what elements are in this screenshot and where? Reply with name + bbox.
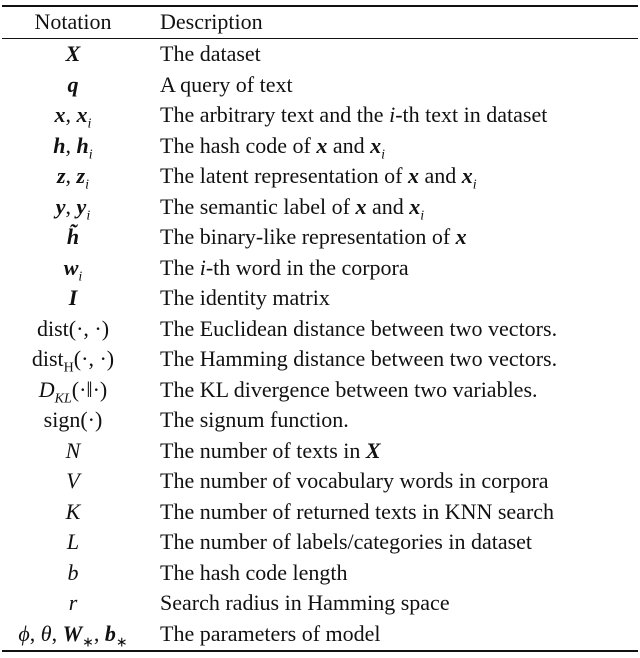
math-segment: The hash code of [160, 132, 317, 158]
notation-cell [0, 314, 146, 344]
table-row [0, 497, 640, 527]
math-segment: The KL divergence between two variables. [160, 376, 538, 402]
description-cell [160, 70, 293, 100]
math-segment: x [316, 132, 328, 158]
math-segment: I [68, 285, 78, 310]
math-segment: r [68, 590, 78, 615]
math-segment: w [63, 254, 79, 280]
description-cell [160, 100, 547, 130]
table-row [0, 405, 640, 435]
bottom-rule [2, 650, 638, 652]
math-segment: The arbitrary text and the [160, 102, 390, 127]
math-segment: The Hamming distance between two vectors. [160, 346, 558, 371]
header-description: Description [160, 9, 263, 34]
description-cell [160, 283, 330, 313]
math-segment: b [67, 559, 79, 585]
description-cell [160, 161, 477, 191]
notation-cell [0, 619, 146, 649]
math-segment: q [67, 71, 79, 97]
math-segment: i [85, 177, 89, 193]
table-row [0, 466, 640, 496]
notation-cell [0, 405, 146, 435]
math-segment: The signum function. [160, 407, 349, 432]
table-row [0, 70, 640, 100]
description-cell [160, 619, 381, 649]
math-segment: , [65, 163, 77, 188]
math-segment: X [65, 41, 81, 66]
math-segment: L [66, 529, 80, 554]
math-segment: i [472, 177, 477, 193]
math-segment: i [78, 268, 83, 284]
notation-cell [0, 344, 146, 374]
description-cell [160, 588, 450, 618]
notation-cell [0, 253, 146, 283]
table-row [0, 558, 640, 588]
math-segment: dist [31, 346, 64, 371]
math-segment: and [419, 163, 462, 188]
math-segment: and [366, 193, 410, 219]
math-segment: The parameters of model [160, 620, 381, 646]
description-cell [160, 131, 385, 161]
notation-cell [0, 131, 146, 161]
math-segment: H [63, 360, 74, 376]
description-cell [160, 497, 554, 527]
description-cell [160, 253, 409, 283]
math-segment: D [38, 376, 55, 402]
math-segment: The number of labels/categories in dataset [160, 529, 533, 554]
math-segment: The number of texts in [160, 437, 366, 463]
math-segment: , [29, 620, 41, 646]
description-cell [160, 436, 381, 466]
table-row [0, 283, 640, 313]
math-segment: x [409, 193, 421, 219]
math-segment: X [365, 437, 381, 463]
math-segment: ∗ [82, 634, 94, 650]
math-segment: The binary-like representation of [160, 224, 456, 249]
math-segment: The dataset [160, 41, 261, 66]
math-segment: x [455, 224, 467, 249]
table-row [0, 344, 640, 374]
math-segment: sign(·) [43, 407, 103, 432]
notation-cell [0, 588, 146, 618]
notation-cell [0, 39, 146, 69]
math-segment: The hash code length [160, 559, 348, 585]
math-segment: -th text in dataset [395, 102, 548, 127]
math-segment: Search radius in Hamming space [160, 590, 450, 615]
notation-cell [0, 375, 146, 405]
math-segment: , [65, 193, 77, 219]
math-segment: x [370, 132, 382, 158]
notation-cell [0, 283, 146, 313]
math-segment: The number of returned texts in KNN search [160, 498, 555, 524]
math-segment: i [199, 254, 206, 280]
math-segment: i [420, 207, 425, 223]
math-segment: -th word in the corpora [205, 254, 409, 280]
description-cell [160, 314, 557, 344]
math-segment: and [327, 132, 371, 158]
math-segment: V [66, 468, 80, 493]
notation-cell [0, 161, 146, 191]
math-segment: x [76, 102, 88, 127]
math-segment: The identity matrix [160, 285, 330, 310]
notation-cell [0, 527, 146, 557]
notation-cell [0, 558, 146, 588]
description-cell [160, 466, 549, 496]
math-segment: x [461, 163, 473, 188]
math-segment: (·, ·) [73, 346, 115, 371]
description-cell [160, 558, 348, 588]
notation-cell [0, 70, 146, 100]
math-segment: z [56, 163, 66, 188]
table-row [0, 131, 640, 161]
description-cell [160, 527, 532, 557]
description-cell [160, 39, 261, 69]
table-row [0, 436, 640, 466]
table-row [0, 192, 640, 222]
math-segment: A query of text [160, 71, 293, 97]
math-segment: i [88, 146, 93, 162]
math-segment: The number of vocabulary words in corpora [160, 468, 549, 493]
math-segment: (·‖·) [71, 376, 108, 402]
notation-cell [0, 192, 146, 222]
math-segment: x [54, 102, 66, 127]
table-row [0, 253, 640, 283]
table-row [0, 161, 640, 191]
math-segment: ∗ [115, 634, 128, 650]
notation-cell [0, 466, 146, 496]
notation-cell [0, 436, 146, 466]
math-segment: dist(·, ·) [36, 315, 110, 341]
math-segment: i [381, 146, 386, 162]
math-segment: , [93, 620, 105, 646]
math-segment: , [51, 620, 63, 646]
notation-cell [0, 497, 146, 527]
math-segment: , [65, 102, 77, 127]
math-segment: y [76, 193, 87, 219]
table-row [0, 619, 640, 649]
math-segment: The Euclidean distance between two vectors. [160, 315, 558, 341]
math-segment: h [76, 132, 89, 158]
math-segment: KL [54, 390, 72, 406]
table-row [0, 100, 640, 130]
math-segment: b [104, 620, 116, 646]
math-segment: The semantic label of [160, 193, 356, 219]
header-row [0, 7, 640, 37]
description-cell [160, 192, 424, 222]
table-row [0, 222, 640, 252]
description-cell [160, 344, 557, 374]
table-row [0, 527, 640, 557]
math-segment: W [62, 620, 83, 646]
table-row [0, 375, 640, 405]
math-segment: i [86, 207, 91, 223]
math-segment: , [65, 132, 77, 158]
notation-cell [0, 100, 146, 130]
math-segment: i [389, 102, 396, 127]
math-segment: z [76, 163, 86, 188]
description-cell [160, 405, 349, 435]
math-segment: i [87, 116, 92, 132]
math-segment: The latent representation of [160, 163, 409, 188]
table-row [0, 588, 640, 618]
math-segment: N [65, 437, 81, 463]
math-segment: θ [40, 620, 52, 646]
math-segment: x [408, 163, 420, 188]
math-segment: K [65, 498, 81, 524]
math-segment: y [55, 193, 66, 219]
math-segment: The [160, 254, 200, 280]
math-segment: ϕ [18, 620, 30, 646]
description-cell [160, 375, 538, 405]
description-cell [160, 222, 467, 252]
header-notation: Notation [34, 9, 112, 34]
math-segment: x [355, 193, 367, 219]
table-row [0, 39, 640, 69]
notation-cell [0, 222, 146, 252]
table-row [0, 314, 640, 344]
math-segment: h̃ [66, 224, 80, 249]
math-segment: h [53, 132, 66, 158]
